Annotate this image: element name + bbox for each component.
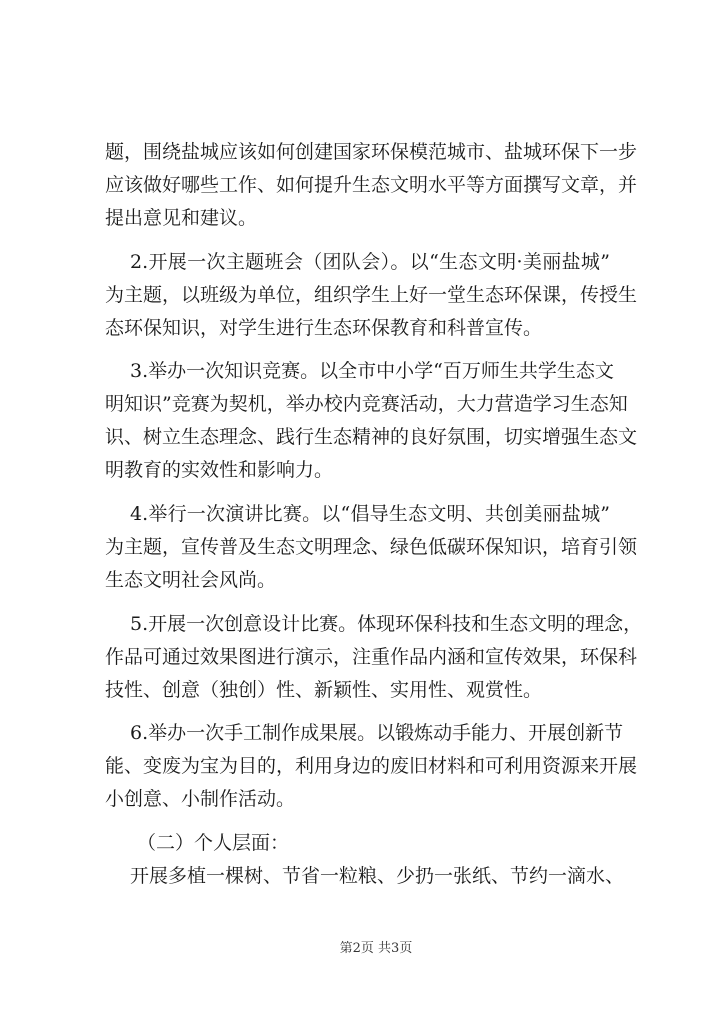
text-line: 为主题，以班级为单位，组织学生上好一堂生态环保课，传授生 (105, 284, 638, 306)
text-line: 识、树立生态理念、践行生态精神的良好氛围，切实增强生态文 (105, 426, 638, 448)
section-heading: （二）个人层面： (137, 832, 290, 854)
text-line: 应该做好哪些工作、如何提升生态文明水平等方面撰写文章，并 (105, 174, 638, 196)
text-line: 题，围绕盐城应该如何创建国家环保模范城市、盐城环保下一步 (105, 141, 638, 163)
text-line: 小创意、小制作活动。 (105, 788, 296, 810)
paragraph-start: 开展多植一棵树、节省一粒粮、少扔一张纸、节约一滴水、 (130, 865, 625, 887)
text-line: 作品可通过效果图进行演示，注重作品内涵和宣传效果，环保科 (105, 646, 638, 668)
paragraph-4-start: 4.举行一次演讲比赛。以“倡导生态文明、共创美丽盐城” (130, 503, 610, 525)
text-line: 生态文明社会风尚。 (105, 569, 277, 591)
text-line: 明教育的实效性和影响力。 (105, 459, 334, 481)
paragraph-5-start: 5.开展一次创意设计比赛。体现环保科技和生态文明的理念， (130, 613, 643, 635)
paragraph-2-start: 2.开展一次主题班会（团队会）。以“生态文明·美丽盐城” (130, 251, 610, 273)
paragraph-3-start: 3.举办一次知识竞赛。以全市中小学“百万师生共学生态文 (130, 360, 614, 382)
text-line: 态环保知识，对学生进行生态环保教育和科普宣传。 (105, 317, 543, 339)
text-line: 能、变废为宝为目的，利用身边的废旧材料和可利用资源来开展 (105, 755, 638, 777)
text-line: 技性、创意（独创）性、新颖性、实用性、观赏性。 (105, 679, 543, 701)
text-line: 为主题，宣传普及生态文明理念、绿色低碳环保知识，培育引领 (105, 536, 638, 558)
text-line: 提出意见和建议。 (105, 207, 258, 229)
text-line: 明知识”竞赛为契机，举办校内竞赛活动，大力营造学习生态知 (105, 393, 628, 415)
paragraph-6-start: 6.举办一次手工制作成果展。以锻炼动手能力、开展创新节 (130, 722, 624, 744)
page-indicator: 第2页 共3页 (339, 941, 413, 956)
